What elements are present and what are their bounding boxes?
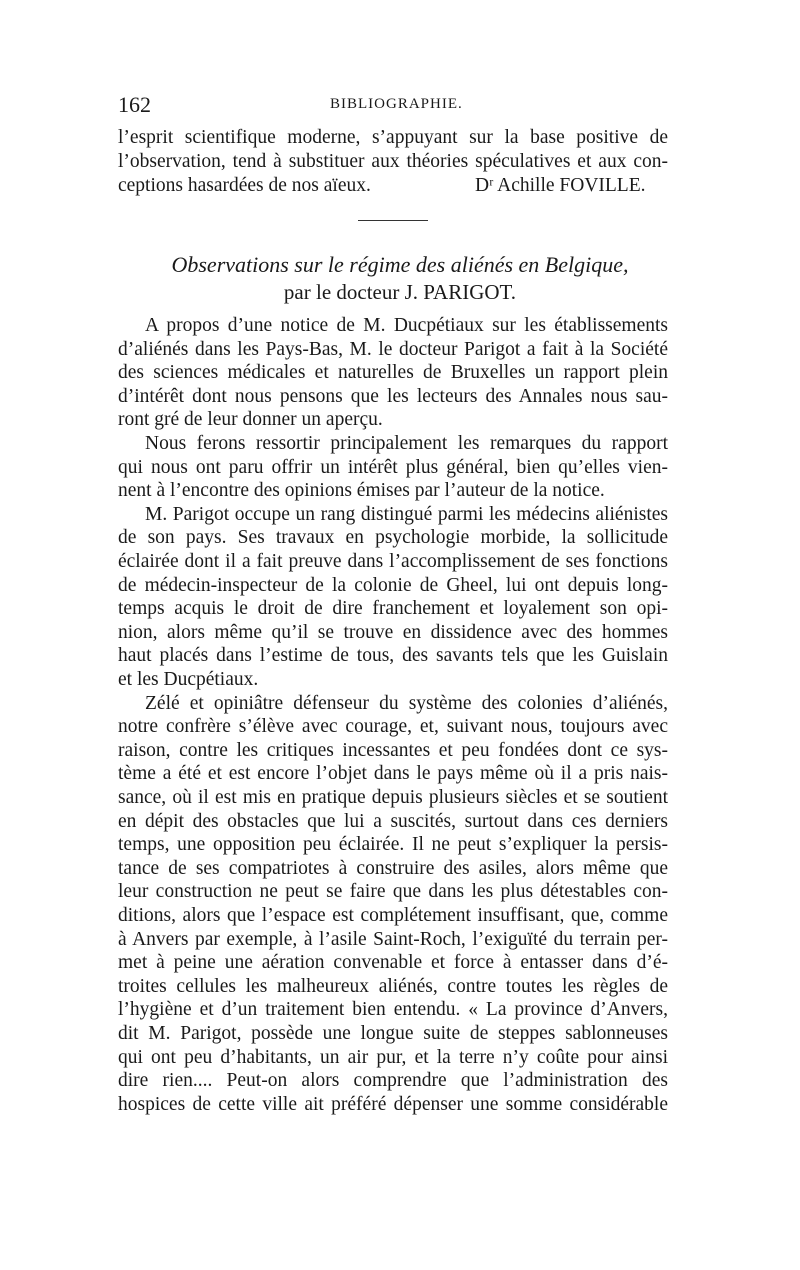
page-number: 162 xyxy=(118,92,151,117)
body-line: ditions, alors que l’espace est complétement insuffisant, que, comme xyxy=(118,905,668,926)
body-line: de médecin-inspecteur de la colonie de Gheel, lui ont depuis long- xyxy=(118,574,668,596)
body-line: de son pays. Ses travaux en psychologie morbide, la sollicitude xyxy=(118,527,668,549)
body-line: nion, alors même qu’il se trouve en dissidence avec des hommes xyxy=(118,621,668,643)
intro-line: ceptions hasardées de nos aïeux. xyxy=(118,175,371,196)
body-line: troites cellules les malheureux aliénés, contre toutes les règles de xyxy=(118,975,668,997)
article-title: Observations sur le régime des aliénés en Belgique, xyxy=(171,252,629,277)
body-line: tème a été et est encore l’objet dans le pays même où il a pris nais- xyxy=(118,763,668,785)
body-line: tance de ses compatriotes à construire des asiles, alors même que xyxy=(118,857,668,879)
body-line: Nous ferons ressortir principalement les remarques du rapport xyxy=(145,433,668,454)
body-line: l’hygiène et d’un traitement bien entendu. « La province d’Anvers, xyxy=(118,999,668,1021)
body-line: haut placés dans l’estime de tous, des savants tels que les Guislain xyxy=(118,645,668,667)
body-line: A propos d’une notice de M. Ducpétiaux sur les établissements xyxy=(145,315,668,336)
body-line: d’aliénés dans les Pays-Bas, M. le docteur Parigot a fait à la Société xyxy=(118,338,668,360)
body-line: sance, où il est mis en pratique depuis plusieurs siècles et se soutient xyxy=(118,787,668,808)
body-line: temps acquis le droit de dire franchement et loyalement son opi- xyxy=(118,598,668,620)
body-line: notre confrère s’élève avec courage, et, suivant nous, toujours avec xyxy=(118,716,668,738)
body-line: dit M. Parigot, possède une longue suite de steppes sablonneuses xyxy=(118,1023,668,1044)
running-title: BIBLIOGRAPHIE. xyxy=(330,96,463,112)
body-line: des sciences médicales et naturelles de Bruxelles un rapport plein xyxy=(118,362,668,384)
body-line: met à peine une aération convenable et force à entasser dans d’é- xyxy=(118,952,668,974)
body-line: hospices de cette ville ait préféré dépenser une somme considérable xyxy=(118,1093,668,1115)
body-line: raison, contre les critiques incessantes et peu fondées dont ce sys- xyxy=(118,739,668,761)
body-line: qui ont peu d’habitants, un air pur, et la terre n’y coûte pour ainsi xyxy=(118,1046,668,1068)
body-line: d’intérêt dont nous pensons que les lecteurs des Annales nous sau- xyxy=(118,385,668,407)
section-divider xyxy=(358,220,428,221)
body-line: éclairée dont il a fait preuve dans l’accomplissement de ses fonctions xyxy=(118,551,668,572)
author-signature: Dʳ Achille FOVILLE. xyxy=(475,175,646,196)
body-line: et les Ducpétiaux. xyxy=(118,669,259,690)
article-byline: par le docteur J. PARIGOT. xyxy=(283,280,517,304)
body-line: leur construction ne peut se faire que dans les plus détestables con- xyxy=(118,881,668,903)
intro-line: l’esprit scientifique moderne, s’appuyant sur la base positive de xyxy=(118,127,668,148)
body-line: à Anvers par exemple, à l’asile Saint-Roch, l’exiguïté du terrain per- xyxy=(118,928,668,950)
body-line: dire rien.... Peut-on alors comprendre que l’administration des xyxy=(118,1070,668,1092)
body-line: Zélé et opiniâtre défenseur du système des colonies d’aliénés, xyxy=(145,692,668,714)
body-line: nent à l’encontre des opinions émises par l’auteur de la notice. xyxy=(118,480,605,502)
intro-line: l’observation, tend à substituer aux théories spéculatives et aux con- xyxy=(118,151,668,172)
body-line: temps, une opposition peu éclairée. Il ne peut s’expliquer la persis- xyxy=(118,834,668,856)
body-line: ront gré de leur donner un aperçu. xyxy=(118,409,383,431)
body-line: qui nous ont paru offrir un intérêt plus général, bien qu’elles vien- xyxy=(118,456,668,478)
body-line: M. Parigot occupe un rang distingué parmi les médecins aliénistes xyxy=(145,503,668,525)
body-line: en dépit des obstacles que lui a suscités, surtout dans ces derniers xyxy=(118,810,668,832)
